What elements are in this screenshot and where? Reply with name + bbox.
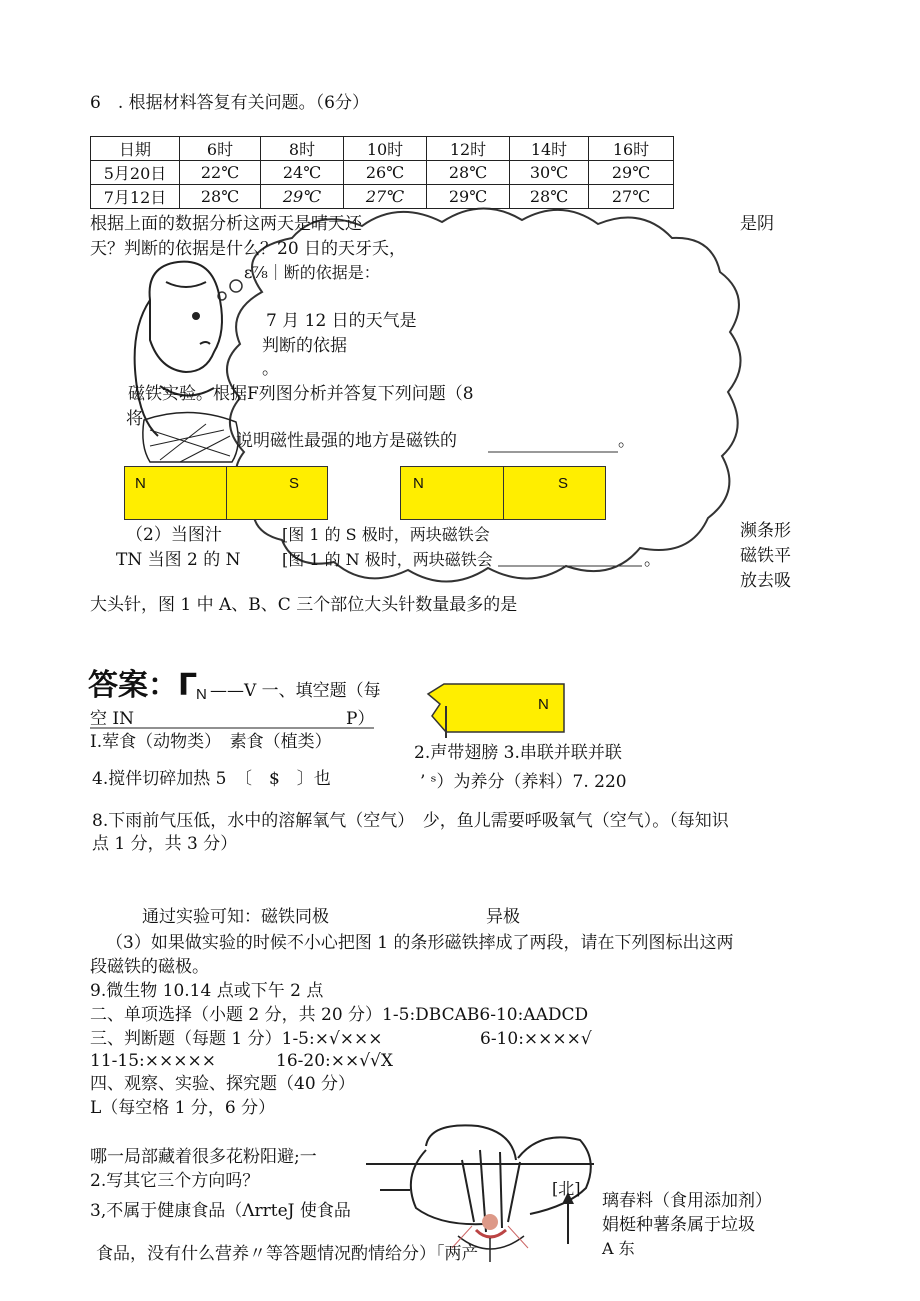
table-header-cell: 日期 <box>91 137 180 161</box>
answers-heading: 答案：Γ <box>88 668 198 703</box>
section-4-heading: 四、观察、实验、探究题（40 分） <box>90 1074 356 1094</box>
bubble-line-2: 判断的依据 <box>262 336 347 356</box>
answer-6: ’ ˢ）为养分（养料）7. 220 <box>420 772 627 792</box>
strongest-part-text: 说明磁性最强的地方是磁铁的 <box>236 431 457 451</box>
table-cell: 29℃ <box>589 161 674 185</box>
magnet-2-s-label: S <box>558 475 569 492</box>
magnet-1-n-label: N <box>135 475 146 492</box>
section-3-answers-c: 11-15:××××× <box>90 1051 216 1071</box>
cut-magnet-n-label: N <box>538 696 549 713</box>
right-answer-2: 娟梃种薯条属于垃圾 <box>602 1215 755 1235</box>
table-header-cell: 14时 <box>510 137 589 161</box>
bar-magnet-2 <box>400 466 606 520</box>
answer-9: 9.微生物 10.14 点或下午 2 点 <box>90 981 324 1001</box>
bubble-line-1: 7 月 12 日的天气是 <box>266 311 417 331</box>
section-3-answers-b: 6-10:××××√ <box>480 1029 592 1049</box>
flower-question-3: 3,不属于健康食品（ΛrrteJ 使食品 <box>90 1201 351 1221</box>
magnet-1-north <box>125 467 226 519</box>
q2-line-2-left: TN 当图 2 的 N <box>116 550 241 570</box>
section-4-scoring: L（每空格 1 分，6 分） <box>90 1098 276 1118</box>
answer-8-line-1: 8.下雨前气压低，水中的溶解氧气（空气） 少，鱼儿需要呼吸氧气（空气）。（每知识 <box>92 811 729 831</box>
table-header-cell: 6时 <box>180 137 261 161</box>
table-cell: 22℃ <box>180 161 261 185</box>
right-column-1: 濒条形 <box>740 521 791 541</box>
answer-4: 4.搅伴切碎加热 5 〔 $ 〕也 <box>92 769 331 789</box>
answer-8-line-2: 点 1 分，共 3 分） <box>92 834 238 854</box>
right-column-3: 放去吸 <box>740 571 791 591</box>
strongest-part-end: 。 <box>618 431 635 451</box>
bubble-dot: 。 <box>262 359 279 379</box>
compass-east-label: A 东 <box>602 1239 635 1258</box>
q2-line-1-mid: [图 1 的 S 极时，两块磁铁会 <box>282 525 490 544</box>
table-row <box>91 161 674 185</box>
table-cell: 28℃ <box>510 185 589 209</box>
table-cell: 24℃ <box>261 161 344 185</box>
magnet-2-n-label: N <box>413 475 424 492</box>
temperature-table <box>90 136 674 209</box>
flower-question-1: 哪一局部藏着很多花粉阳避;一 <box>90 1147 317 1167</box>
experiment-conclusion-right: 异极 <box>486 907 520 927</box>
pins-question: 大头针，图 1 中 A、B、C 三个部位大头针数量最多的是 <box>90 595 518 615</box>
table-cell: 26℃ <box>344 161 427 185</box>
flower-question-4: 食品，没有什么营养〃等答题情况酌情给分）「两产 <box>96 1244 479 1264</box>
answer-1: I.荤食（动物类） 素食（植类） <box>90 732 332 752</box>
flower-question-2: 2.写其它三个方向吗？ <box>90 1171 260 1191</box>
answers-blank-line: 空 IN <box>90 709 134 729</box>
bar-magnet-1 <box>124 466 328 520</box>
magnet-2-south <box>503 467 606 519</box>
answers-heading-n: N <box>196 686 207 703</box>
q2-line-2-end: 。 <box>644 550 661 570</box>
question-3-line-2: 段磁铁的磁极。 <box>90 957 209 977</box>
table-cell: 29℃ <box>427 185 510 209</box>
magnet-1-s-label: S <box>289 475 300 492</box>
table-cell: 28℃ <box>427 161 510 185</box>
experiment-conclusion: 通过实验可知：磁铁同极 <box>142 907 329 927</box>
table-cell: 5月20日 <box>91 161 180 185</box>
compass-north-label: [北] <box>552 1179 581 1198</box>
table-cell: 30℃ <box>510 161 589 185</box>
question-6-title: 6 . 根据材料答复有关问题。（6分） <box>90 93 369 113</box>
table-header-cell: 8时 <box>261 137 344 161</box>
analysis-right: 是阴 <box>740 214 774 234</box>
table-cell: 28℃ <box>180 185 261 209</box>
answers-heading-rest: ——V 一、填空题（每 <box>210 681 381 701</box>
analysis-line-1: 根据上面的数据分析这两天是晴天还 <box>90 214 362 234</box>
table-header-cell: 10时 <box>344 137 427 161</box>
analysis-line-2: 天？判断的依据是什么？20 日的天牙夭， <box>90 239 407 259</box>
right-column-2: 磁铁平 <box>740 546 791 566</box>
answers-blank-line-end: P） <box>346 709 375 729</box>
table-header-cell: 12时 <box>427 137 510 161</box>
table-cell: 27℃ <box>589 185 674 209</box>
table-header-row <box>91 137 674 161</box>
section-2-answers: 二、单项选择（小题 2 分，共 20 分）1-5:DBCAB6-10:AADCD <box>90 1005 589 1025</box>
section-3-answers-a: 三、判断题（每题 1 分）1-5:×√××× <box>90 1029 383 1049</box>
table-header-cell: 16时 <box>589 137 674 161</box>
magnet-1-south <box>226 467 328 519</box>
section-3-answers-d: 16-20:××√√X <box>276 1051 393 1071</box>
magnet-intro: 磁铁实验。根据F列图分析并答复下列问题（8 <box>128 384 474 404</box>
table-cell: 7月12日 <box>91 185 180 209</box>
q2-line-2-mid: [图 1 的 N 极时，两块磁铁会 <box>282 550 493 569</box>
fragment-text: 将 <box>126 409 143 429</box>
right-answer-1: 璃春料（食用添加剂） <box>602 1191 772 1211</box>
q2-line-1-left: （2）当图汁 <box>126 525 222 545</box>
magnet-2-north <box>401 467 503 519</box>
table-cell: 27℃ <box>344 185 427 209</box>
answer-2: 2.声带翅膀 3.串联并联并联 <box>414 743 622 763</box>
table-cell: 29℃ <box>261 185 344 209</box>
bubble-garbled-text: ε⅞｜断的依据是： <box>244 263 380 282</box>
table-row <box>91 185 674 209</box>
question-3-line-1: （3）如果做实验的时候不小心把图 1 的条形磁铁摔成了两段，请在下列图标出这两 <box>106 933 734 953</box>
